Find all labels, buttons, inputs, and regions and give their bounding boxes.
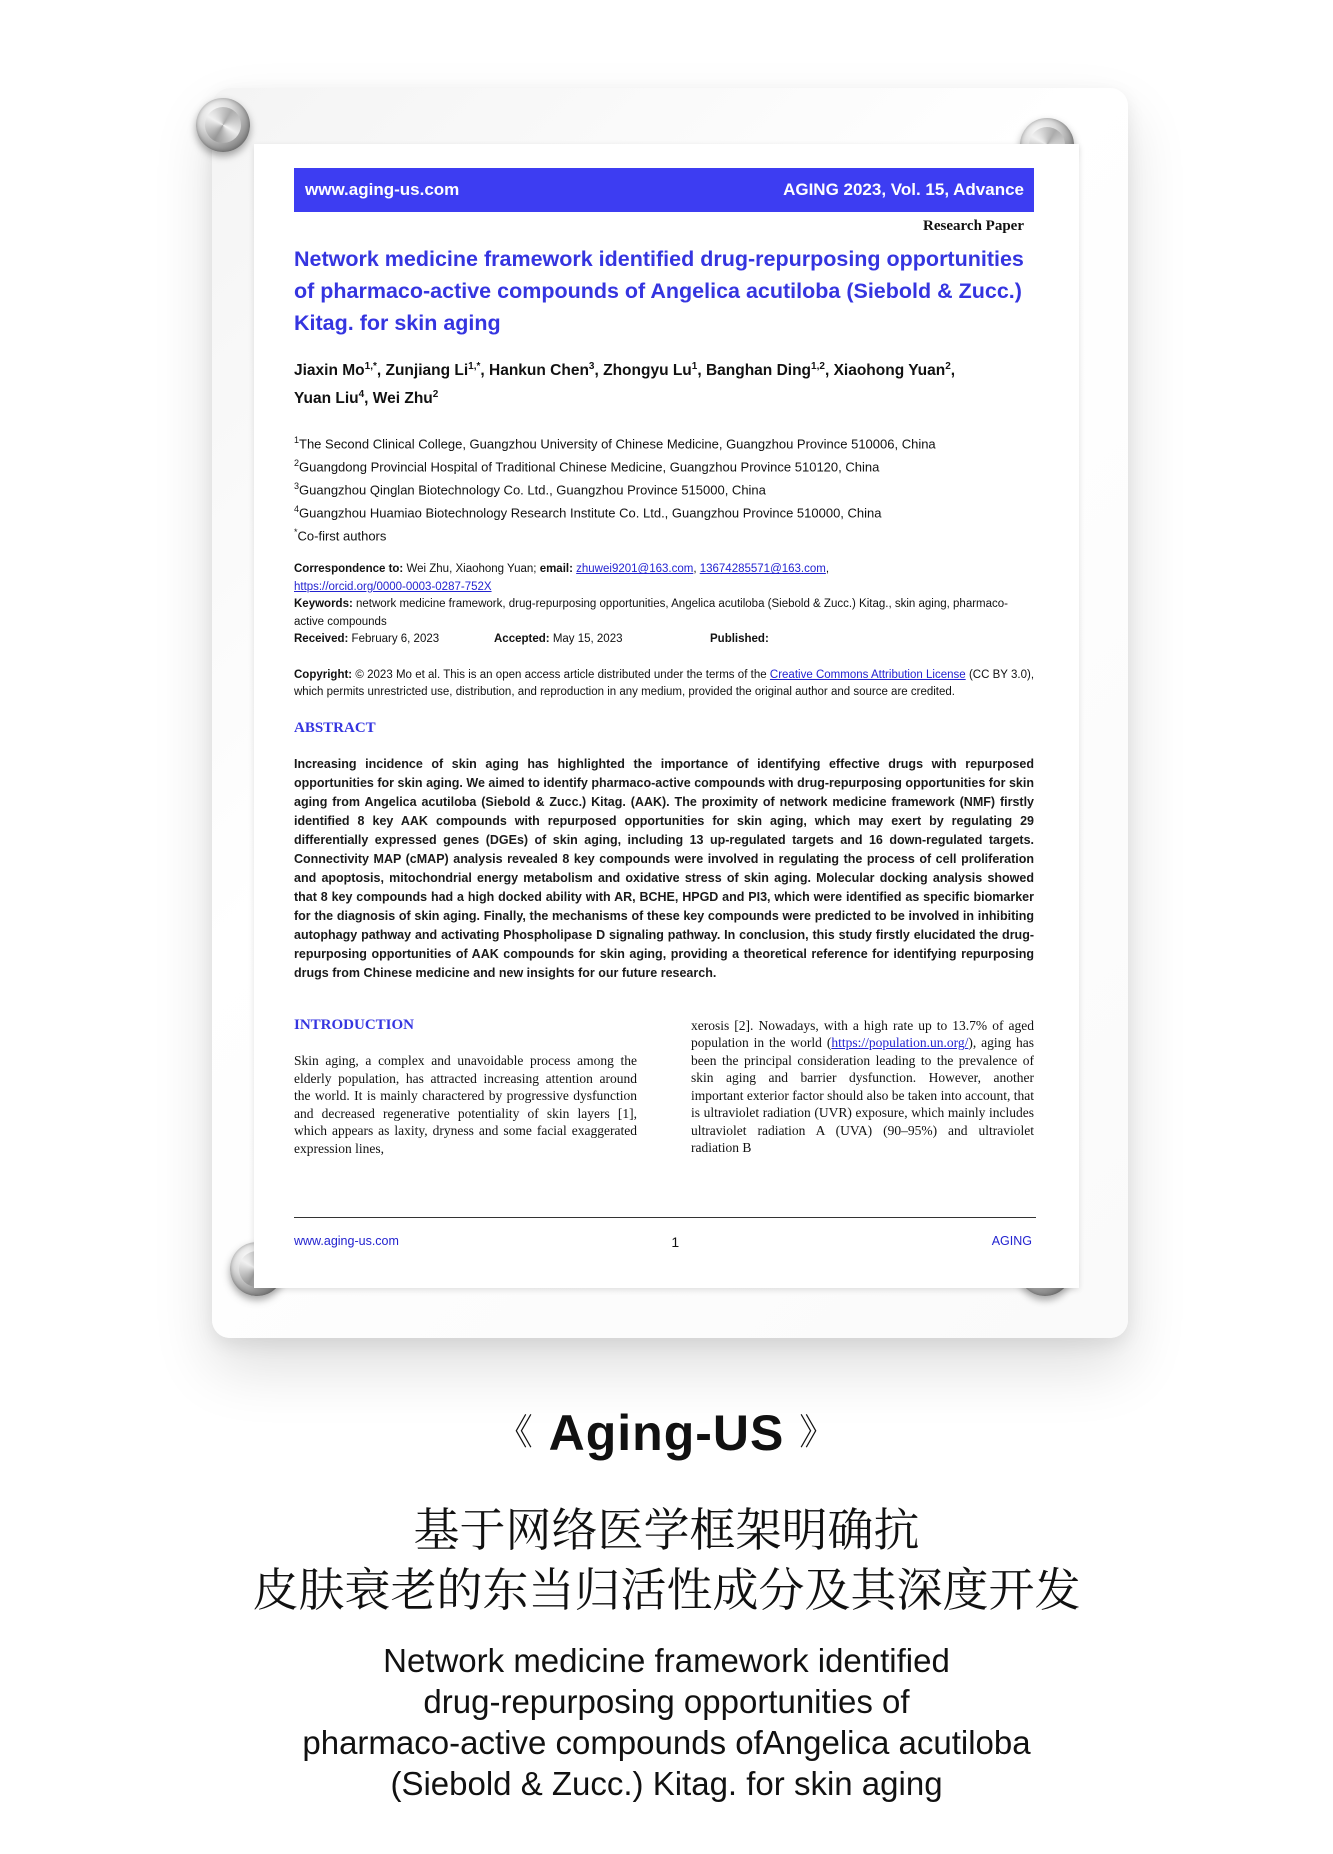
- license-link[interactable]: Creative Commons Attribution License: [769, 668, 966, 681]
- intro-heading: INTRODUCTION: [294, 1016, 415, 1033]
- abstract-heading: ABSTRACT: [294, 719, 376, 736]
- population-link[interactable]: https://population.un.org/: [831, 1035, 969, 1051]
- footer-journal: AGING: [991, 1234, 1032, 1248]
- affiliation: $^3$Guangzhou Qinglan Biotechnology Co. Ltd., Guangzhou Province 515000, China: [294, 480, 766, 498]
- keywords: Keywords: network medicine framework, drug-repurposing opportunities, Angelica acutiloba (Siebold & Zucc.) Kitag., skin aging, pharmaco-active compounds: [294, 598, 1008, 628]
- banner-volume: AGING 2023, Vol. 15, Advance: [783, 180, 1024, 199]
- affiliation: $^4$Guangzhou Huamiao Biotechnology Research Institute Co. Ltd., Guangzhou Province 510000, China: [294, 503, 882, 521]
- footer-website[interactable]: www.aging-us.com: [294, 1234, 399, 1248]
- author: Wei Zhu$^2$: [372, 389, 439, 408]
- paper-page: [254, 144, 1079, 1288]
- received-date: February 6, 2023: [351, 633, 440, 646]
- affiliation: *Co-first authors: [294, 526, 387, 543]
- article-type: Research Paper: [923, 218, 1024, 234]
- email-link-1[interactable]: zhuwei9201@163.com: [576, 563, 694, 576]
- affiliation: $^2$Guangdong Provincial Hospital of Traditional Chinese Medicine, Guangzhou Province 510120, China: [294, 458, 880, 475]
- affiliation: $^1$The Second Clinical College, Guangzhou University of Chinese Medicine, Guangzhou Province 510006, China: [294, 435, 936, 452]
- page-footer: [294, 1234, 1032, 1250]
- author-list: [294, 355, 1034, 411]
- paper-title: Network medicine framework identified drug-repurposing opportunities of pharmaco-active compounds of Angelica acutiloba (Siebold & Zucc.) Kitag. for skin aging: [294, 247, 1024, 335]
- intro-text-left: Skin aging, a complex and unavoidable process among the elderly population, has attracted increasing attention around the world. It is mainly charactered by progressive dysfunction and decreased regenerative potentiality of skin layers [1], which appears as laxity, dryness and some facial exaggerated expression lines,: [294, 1053, 637, 1156]
- article-metadata: [294, 561, 1034, 649]
- author: Jiaxin $Mo^{1,*}$,: [294, 361, 386, 380]
- email-link-2[interactable]: 13674285571@163.com: [699, 563, 826, 576]
- orcid-link[interactable]: https://orcid.org/0000-0003-0287-752X: [294, 580, 492, 593]
- journal-banner: [294, 168, 1034, 212]
- author: Zhongyu Lu$^1$,: [603, 361, 706, 380]
- screw-top-left-icon: [196, 98, 250, 152]
- chinese-title-caption: 基于网络医学框架明确抗 皮肤衰老的东当归活性成分及其深度开发: [252, 1503, 1081, 1617]
- author: Yuan Liu$^4$,: [294, 389, 373, 408]
- journal-name-caption: 《 Aging-US 》: [496, 1405, 837, 1461]
- dates-row: Received: February 6, 2023 Accepted: May 15, 2023 Published:: [294, 633, 769, 646]
- copyright-notice: Copyright: © 2023 Mo et al. This is an open access article distributed under the terms of the Creative Commons Attribution License (CC BY 3.0), which permits unrestricted use, distribution, and reproduction in any medium, provided the original author and source are credited.: [294, 668, 1035, 699]
- intro-column-right: xerosis [2]. Nowadays, with a high rate up to 13.7% of aged population in the world (https://population.un.org/), aging has been the principal consideration leading to the prevalence of skin aging and barrier dysfunction. However, another important exterior factor should also be taken into account, that is ultraviolet radiation (UVR) exposure, which mainly includes ultraviolet radiation A (UVA) (90–95%) and ultraviolet radiation B: [691, 1017, 1034, 1156]
- introduction-columns: [294, 1017, 1034, 1158]
- abstract-text: Increasing incidence of skin aging has highlighted the importance of identifying effective drugs with repurposed opportunities for skin aging. We aimed to identify pharmaco-active compounds with drug-repurposing opportunities for skin aging from Angelica acutiloba (Siebold & Zucc.) Kitag. (AAK). The proximity of network medicine framework (NMF) firstly identified 8 key AAK compounds with repurposed opportunities for skin aging, which may exert by regulating 29 differentially expressed genes (DGEs) of skin aging, including 13 up-regulated targets and 16 down-regulated targets. Connectivity MAP (cMAP) analysis revealed 8 key compounds were involved in regulating the process of cell proliferation and apoptosis, mitochondrial energy metabolism and oxidative stress of skin aging. Molecular docking analysis showed that 8 key compounds had a high docked ability with AR, BCHE, HPGD and PI3, which were identified as specific biomarker for the diagnosis of skin aging. Finally, the mechanisms of these key compounds were predicted to be involved in inhibiting autophagy pathway and activating Phospholipase D signaling pathway. In conclusion, this study firstly elucidated the drug-repurposing opportunities of AAK compounds for skin aging, providing a theoretical reference for identifying repurposing drugs from Chinese medicine and new insights for our future research.: [294, 756, 1034, 980]
- intro-column-left: [294, 1017, 637, 1158]
- author: Zunjiang $Li^{1,*}$,: [385, 361, 490, 380]
- author: Banghan Ding$^{1,2}$,: [705, 361, 834, 380]
- published-label: Published:: [710, 633, 769, 646]
- english-title-caption: Network medicine framework identified drug-repurposing opportunities of pharmaco-active compounds ofAngelica acutiloba (Siebold & Zucc.) Kitag. for skin aging: [302, 1642, 1031, 1802]
- affiliation-list: [294, 431, 1034, 545]
- page-number: 1: [671, 1234, 680, 1250]
- accepted-date: May 15, 2023: [552, 633, 623, 646]
- author: Xiaohong Yuan$^2$,: [833, 361, 956, 380]
- author: Hankun Chen$^3$,: [489, 361, 604, 380]
- footer-divider: [294, 1217, 1036, 1218]
- correspondence: Correspondence to: Wei Zhu, Xiaohong Yuan; email: zhuwei9201@163.com, 13674285571@163.com, https://orcid.org/0000-0003-0287-752X: [294, 563, 830, 593]
- banner-website[interactable]: www.aging-us.com: [305, 180, 460, 199]
